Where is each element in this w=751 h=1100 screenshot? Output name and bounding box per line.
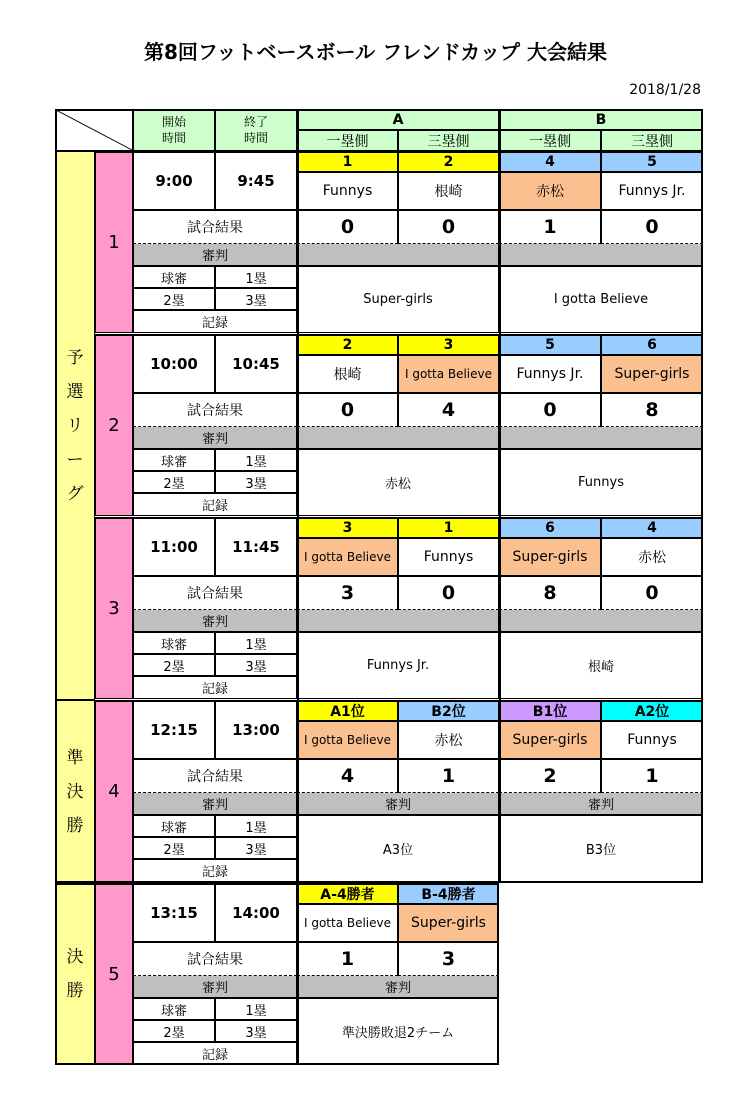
group-a-header: A — [297, 109, 499, 130]
end-time: 9:45 — [215, 151, 297, 210]
seed-label: 4 — [499, 151, 601, 172]
umpire-label-bar: 審判 — [297, 793, 499, 815]
score-first-side: 0 — [297, 393, 398, 427]
first-base-side-header: 一塁側 — [297, 130, 398, 151]
umpire-label: 審判 — [133, 976, 297, 998]
header-end-line: 終了 — [243, 115, 268, 129]
stage-char: 選 — [66, 381, 84, 402]
start-time: 13:15 — [133, 883, 215, 942]
team-name-first-side: Funnys — [297, 172, 398, 210]
team-name-first-side: Super-girls — [499, 538, 601, 576]
group-b-header: B — [499, 109, 703, 130]
stage-char: リ — [66, 415, 84, 436]
end-time: 11:45 — [215, 517, 297, 576]
stage-char: 予 — [66, 347, 84, 368]
record-label: 記録 — [133, 493, 297, 516]
first-base-side-header: 一塁側 — [499, 130, 601, 151]
plate-umpire-label: 球審 — [133, 998, 215, 1020]
third-base-umpire-label: 3塁 — [215, 1020, 297, 1042]
umpire-label: 審判 — [133, 793, 297, 815]
stage-char: 勝 — [66, 815, 84, 836]
umpire-team: A3位 — [297, 815, 499, 882]
header-start-line: 時間 — [161, 131, 186, 145]
umpire-label-bar: 審判 — [499, 793, 703, 815]
second-base-umpire-label: 2塁 — [133, 471, 215, 493]
team-name-third-side: 根崎 — [398, 172, 499, 210]
umpire-team: 準決勝敗退2チーム — [297, 998, 499, 1065]
second-base-umpire-label: 2塁 — [133, 288, 215, 310]
round-number: 3 — [95, 517, 133, 699]
seed-label: A-4勝者 — [297, 883, 398, 904]
team-name-third-side: 赤松 — [601, 538, 703, 576]
stage-char: グ — [66, 483, 84, 504]
third-base-side-header: 三塁側 — [601, 130, 703, 151]
stage-char: 勝 — [66, 981, 84, 1001]
page-title: 第8回フットベースボール フレンドカップ 大会結果 — [144, 40, 607, 64]
record-label: 記録 — [133, 676, 297, 699]
seed-label: 2 — [297, 334, 398, 355]
seed-label: 3 — [398, 334, 499, 355]
score-third-side: 8 — [601, 393, 703, 427]
team-name-first-side: Funnys Jr. — [499, 355, 601, 393]
score-first-side: 1 — [297, 942, 398, 976]
umpire-team: 根崎 — [499, 632, 703, 699]
umpire-label: 審判 — [133, 244, 297, 266]
vertical-divider — [297, 109, 299, 1065]
umpire-label: 審判 — [133, 427, 297, 449]
umpire-team: Funnys Jr. — [297, 632, 499, 699]
third-base-umpire-label: 3塁 — [215, 471, 297, 493]
score-first-side: 3 — [297, 576, 398, 610]
score-third-side: 4 — [398, 393, 499, 427]
score-first-side: 2 — [499, 759, 601, 793]
score-first-side: 0 — [297, 210, 398, 244]
umpire-team: 赤松 — [297, 449, 499, 516]
score-first-side: 0 — [499, 393, 601, 427]
seed-label: 6 — [601, 334, 703, 355]
score-third-side: 0 — [601, 210, 703, 244]
team-name-third-side: Super-girls — [601, 355, 703, 393]
end-time: 14:00 — [215, 883, 297, 942]
plate-umpire-label: 球審 — [133, 632, 215, 654]
team-name-third-side: 赤松 — [398, 721, 499, 759]
start-time: 11:00 — [133, 517, 215, 576]
seed-label: B1位 — [499, 700, 601, 721]
seed-label: 1 — [398, 517, 499, 538]
record-label: 記録 — [133, 310, 297, 333]
team-name-first-side: 根崎 — [297, 355, 398, 393]
umpire-label: 審判 — [133, 610, 297, 632]
round-number: 1 — [95, 151, 133, 333]
umpire-label-bar: 審判 — [297, 976, 499, 998]
score-first-side: 1 — [499, 210, 601, 244]
seed-label: 2 — [398, 151, 499, 172]
start-time: 9:00 — [133, 151, 215, 210]
first-base-umpire-label: 1塁 — [215, 815, 297, 837]
umpire-team: I gotta Believe — [499, 266, 703, 333]
first-base-umpire-label: 1塁 — [215, 449, 297, 471]
round-number: 2 — [95, 334, 133, 516]
seed-label: A2位 — [601, 700, 703, 721]
team-name-first-side: 赤松 — [499, 172, 601, 210]
second-base-umpire-label: 2塁 — [133, 837, 215, 859]
first-base-umpire-label: 1塁 — [215, 266, 297, 288]
first-base-umpire-label: 1塁 — [215, 632, 297, 654]
result-label: 試合結果 — [133, 210, 297, 244]
second-base-umpire-label: 2塁 — [133, 654, 215, 676]
team-name-third-side: Super-girls — [398, 904, 499, 942]
second-base-umpire-label: 2塁 — [133, 1020, 215, 1042]
third-base-umpire-label: 3塁 — [215, 654, 297, 676]
stage-char: 準 — [66, 747, 84, 768]
seed-label: A1位 — [297, 700, 398, 721]
seed-label: 6 — [499, 517, 601, 538]
stage-char: ー — [66, 449, 84, 470]
record-label: 記録 — [133, 1042, 297, 1065]
end-time: 13:00 — [215, 700, 297, 759]
outer-border-final — [55, 883, 499, 1065]
plate-umpire-label: 球審 — [133, 449, 215, 471]
score-third-side: 3 — [398, 942, 499, 976]
record-label: 記録 — [133, 859, 297, 882]
seed-label: B2位 — [398, 700, 499, 721]
result-label: 試合結果 — [133, 759, 297, 793]
seed-label: 1 — [297, 151, 398, 172]
team-name-third-side: I gotta Believe — [398, 355, 499, 393]
seed-label: B-4勝者 — [398, 883, 499, 904]
third-base-umpire-label: 3塁 — [215, 288, 297, 310]
seed-label: 4 — [601, 517, 703, 538]
header-start-line: 開始 — [161, 115, 186, 129]
start-time: 12:15 — [133, 700, 215, 759]
score-third-side: 0 — [601, 576, 703, 610]
stage-char: 決 — [66, 947, 84, 967]
score-third-side: 0 — [398, 576, 499, 610]
third-base-umpire-label: 3塁 — [215, 837, 297, 859]
team-name-first-side: I gotta Believe — [297, 538, 398, 576]
result-label: 試合結果 — [133, 393, 297, 427]
team-name-first-side: I gotta Believe — [297, 721, 398, 759]
seed-label: 5 — [499, 334, 601, 355]
team-name-third-side: Funnys Jr. — [601, 172, 703, 210]
score-third-side: 1 — [398, 759, 499, 793]
result-label: 試合結果 — [133, 942, 297, 976]
event-date: 2018/1/28 — [629, 82, 701, 98]
third-base-side-header: 三塁側 — [398, 130, 499, 151]
round-number: 4 — [95, 700, 133, 882]
first-base-umpire-label: 1塁 — [215, 998, 297, 1020]
seed-label: 5 — [601, 151, 703, 172]
score-third-side: 1 — [601, 759, 703, 793]
umpire-team: B3位 — [499, 815, 703, 882]
round-number: 5 — [95, 883, 133, 1065]
score-third-side: 0 — [398, 210, 499, 244]
result-label: 試合結果 — [133, 576, 297, 610]
header-end-line: 時間 — [243, 131, 268, 145]
score-first-side: 8 — [499, 576, 601, 610]
team-name-third-side: Funnys — [398, 538, 499, 576]
team-name-first-side: Super-girls — [499, 721, 601, 759]
seed-label: 3 — [297, 517, 398, 538]
end-time: 10:45 — [215, 334, 297, 393]
umpire-team: Funnys — [499, 449, 703, 516]
team-name-first-side: I gotta Believe — [297, 904, 398, 942]
vertical-divider — [499, 109, 501, 883]
stage-char: 決 — [66, 781, 84, 802]
umpire-team: Super-girls — [297, 266, 499, 333]
score-first-side: 4 — [297, 759, 398, 793]
outer-border-main — [55, 109, 703, 883]
team-name-third-side: Funnys — [601, 721, 703, 759]
plate-umpire-label: 球審 — [133, 815, 215, 837]
plate-umpire-label: 球審 — [133, 266, 215, 288]
start-time: 10:00 — [133, 334, 215, 393]
